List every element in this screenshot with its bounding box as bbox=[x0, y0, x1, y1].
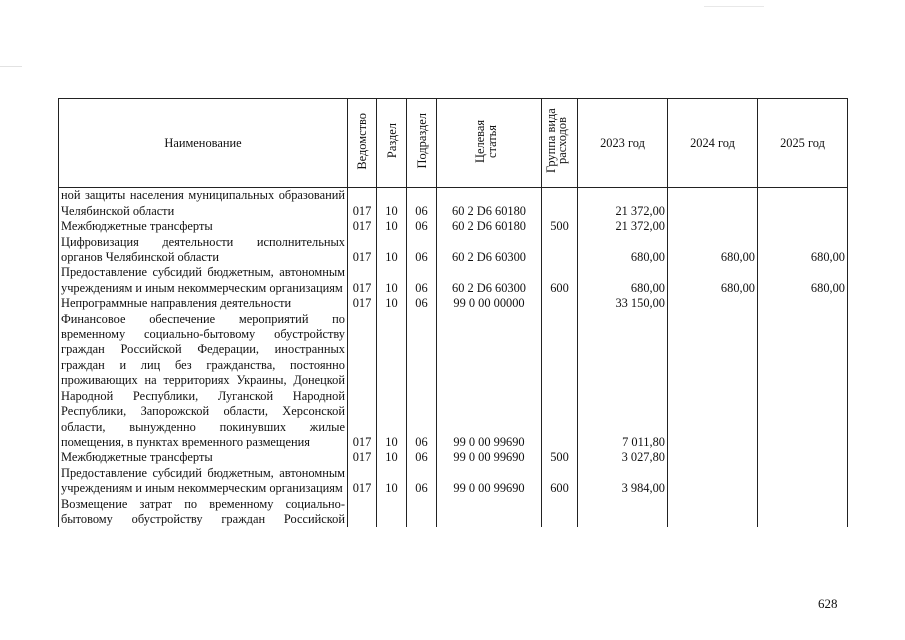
subsection-cell: 06 bbox=[407, 265, 437, 296]
target-article-cell: 60 2 D6 60180 bbox=[437, 188, 542, 219]
subsection-cell: 06 bbox=[407, 188, 437, 219]
row-name-cell: Межбюджетные трансферты bbox=[59, 219, 348, 234]
ministry-cell: 017 bbox=[348, 219, 377, 234]
amount-2024-cell bbox=[668, 312, 758, 451]
header-year-2023: 2023 год bbox=[578, 99, 668, 188]
table-row bbox=[59, 265, 848, 296]
table-row bbox=[59, 188, 848, 219]
amount-2024-cell: 680,00 bbox=[668, 235, 758, 266]
ministry-cell: 017 bbox=[348, 265, 377, 296]
section-cell: 10 bbox=[377, 219, 407, 234]
table-header-row bbox=[59, 99, 848, 188]
row-name-cell: Непрограммные направления деятельности bbox=[59, 296, 348, 311]
amount-2025-cell bbox=[758, 497, 848, 528]
target-article-cell: 60 2 D6 60300 bbox=[437, 265, 542, 296]
amount-2025-cell bbox=[758, 219, 848, 234]
subsection-cell: 06 bbox=[407, 296, 437, 311]
expense-group-cell: 600 bbox=[542, 265, 578, 296]
amount-2024-cell bbox=[668, 450, 758, 465]
amount-2025-cell bbox=[758, 312, 848, 451]
section-cell: 10 bbox=[377, 265, 407, 296]
amount-2024-cell bbox=[668, 466, 758, 497]
amount-2023-cell bbox=[578, 497, 668, 528]
amount-2024-cell bbox=[668, 188, 758, 219]
amount-2023-cell: 21 372,00 bbox=[578, 188, 668, 219]
page-number: 628 bbox=[818, 596, 838, 611]
section-cell: 10 bbox=[377, 450, 407, 465]
subsection-cell: 06 bbox=[407, 219, 437, 234]
row-name-cell: Цифровизация деятельности исполнительных органов Челябинской области bbox=[59, 235, 348, 266]
section-cell: 10 bbox=[377, 296, 407, 311]
amount-2023-cell: 3 027,80 bbox=[578, 450, 668, 465]
row-name-cell: Финансовое обеспечение мероприятий по временному социально-бытовому обустройству граждан Российской Федерации, иностранных граждан и лиц без гражданства, постоянно проживающих на территориях Украины, Донецкой Народной Республики, Луганской Народной Республики, Запорожской области, Херсонской области, вынужденно покинувших жилые помещения, в пунктах временного размещения bbox=[59, 312, 348, 451]
ministry-cell: 017 bbox=[348, 188, 377, 219]
scan-artifact bbox=[704, 6, 764, 7]
subsection-cell: 06 bbox=[407, 235, 437, 266]
subsection-cell: 06 bbox=[407, 312, 437, 451]
expense-group-cell bbox=[542, 296, 578, 311]
target-article-cell: 99 0 00 99690 bbox=[437, 312, 542, 451]
amount-2025-cell: 680,00 bbox=[758, 235, 848, 266]
row-name-cell: Межбюджетные трансферты bbox=[59, 450, 348, 465]
ministry-cell: 017 bbox=[348, 312, 377, 451]
header-target-article: Целевая статья bbox=[437, 99, 542, 188]
table-row bbox=[59, 312, 848, 451]
target-article-cell: 99 0 00 99690 bbox=[437, 450, 542, 465]
amount-2025-cell: 680,00 bbox=[758, 265, 848, 296]
target-article-cell: 99 0 00 99690 bbox=[437, 466, 542, 497]
row-name-cell: Предоставление субсидий бюджетным, автономным учреждениям и иным некоммерческим организациям bbox=[59, 265, 348, 296]
target-article-cell bbox=[437, 497, 542, 528]
table-row bbox=[59, 235, 848, 266]
header-section: Раздел bbox=[377, 99, 407, 188]
section-cell: 10 bbox=[377, 466, 407, 497]
row-name-cell: ной защиты населения муниципальных образований Челябинской области bbox=[59, 188, 348, 219]
amount-2025-cell bbox=[758, 466, 848, 497]
expense-group-cell: 600 bbox=[542, 466, 578, 497]
amount-2024-cell bbox=[668, 219, 758, 234]
amount-2024-cell bbox=[668, 296, 758, 311]
section-cell: 10 bbox=[377, 312, 407, 451]
ministry-cell: 017 bbox=[348, 450, 377, 465]
table-row bbox=[59, 466, 848, 497]
section-cell: 10 bbox=[377, 235, 407, 266]
subsection-cell: 06 bbox=[407, 466, 437, 497]
budget-table bbox=[58, 98, 848, 527]
expense-group-cell bbox=[542, 497, 578, 528]
section-cell: 10 bbox=[377, 188, 407, 219]
target-article-cell: 60 2 D6 60300 bbox=[437, 235, 542, 266]
amount-2023-cell: 21 372,00 bbox=[578, 219, 668, 234]
ministry-cell bbox=[348, 497, 377, 528]
table-row bbox=[59, 219, 848, 234]
row-name-cell: Возмещение затрат по временному социально-бытовому обустройству граждан Российской bbox=[59, 497, 348, 528]
section-cell bbox=[377, 497, 407, 528]
amount-2023-cell: 7 011,80 bbox=[578, 312, 668, 451]
ministry-cell: 017 bbox=[348, 466, 377, 497]
header-year-2025: 2025 год bbox=[758, 99, 848, 188]
expense-group-cell bbox=[542, 188, 578, 219]
header-name: Наименование bbox=[59, 99, 348, 188]
header-year-2024: 2024 год bbox=[668, 99, 758, 188]
expense-group-cell bbox=[542, 312, 578, 451]
subsection-cell bbox=[407, 497, 437, 528]
expense-group-cell: 500 bbox=[542, 219, 578, 234]
amount-2023-cell: 680,00 bbox=[578, 235, 668, 266]
amount-2023-cell: 680,00 bbox=[578, 265, 668, 296]
header-expense-group: Группа вида расходов bbox=[542, 99, 578, 188]
row-name-cell: Предоставление субсидий бюджетным, автономным учреждениям и иным некоммерческим организациям bbox=[59, 466, 348, 497]
amount-2024-cell bbox=[668, 497, 758, 528]
amount-2025-cell bbox=[758, 188, 848, 219]
expense-group-cell: 500 bbox=[542, 450, 578, 465]
subsection-cell: 06 bbox=[407, 450, 437, 465]
target-article-cell: 60 2 D6 60180 bbox=[437, 219, 542, 234]
ministry-cell: 017 bbox=[348, 296, 377, 311]
expense-group-cell bbox=[542, 235, 578, 266]
amount-2025-cell bbox=[758, 296, 848, 311]
amount-2024-cell: 680,00 bbox=[668, 265, 758, 296]
amount-2023-cell: 33 150,00 bbox=[578, 296, 668, 311]
table-row bbox=[59, 450, 848, 465]
target-article-cell: 99 0 00 00000 bbox=[437, 296, 542, 311]
header-subsection: Подраздел bbox=[407, 99, 437, 188]
table-row bbox=[59, 296, 848, 311]
header-ministry: Ведомство bbox=[348, 99, 377, 188]
scan-artifact bbox=[0, 66, 22, 67]
ministry-cell: 017 bbox=[348, 235, 377, 266]
amount-2025-cell bbox=[758, 450, 848, 465]
table-row bbox=[59, 497, 848, 528]
amount-2023-cell: 3 984,00 bbox=[578, 466, 668, 497]
